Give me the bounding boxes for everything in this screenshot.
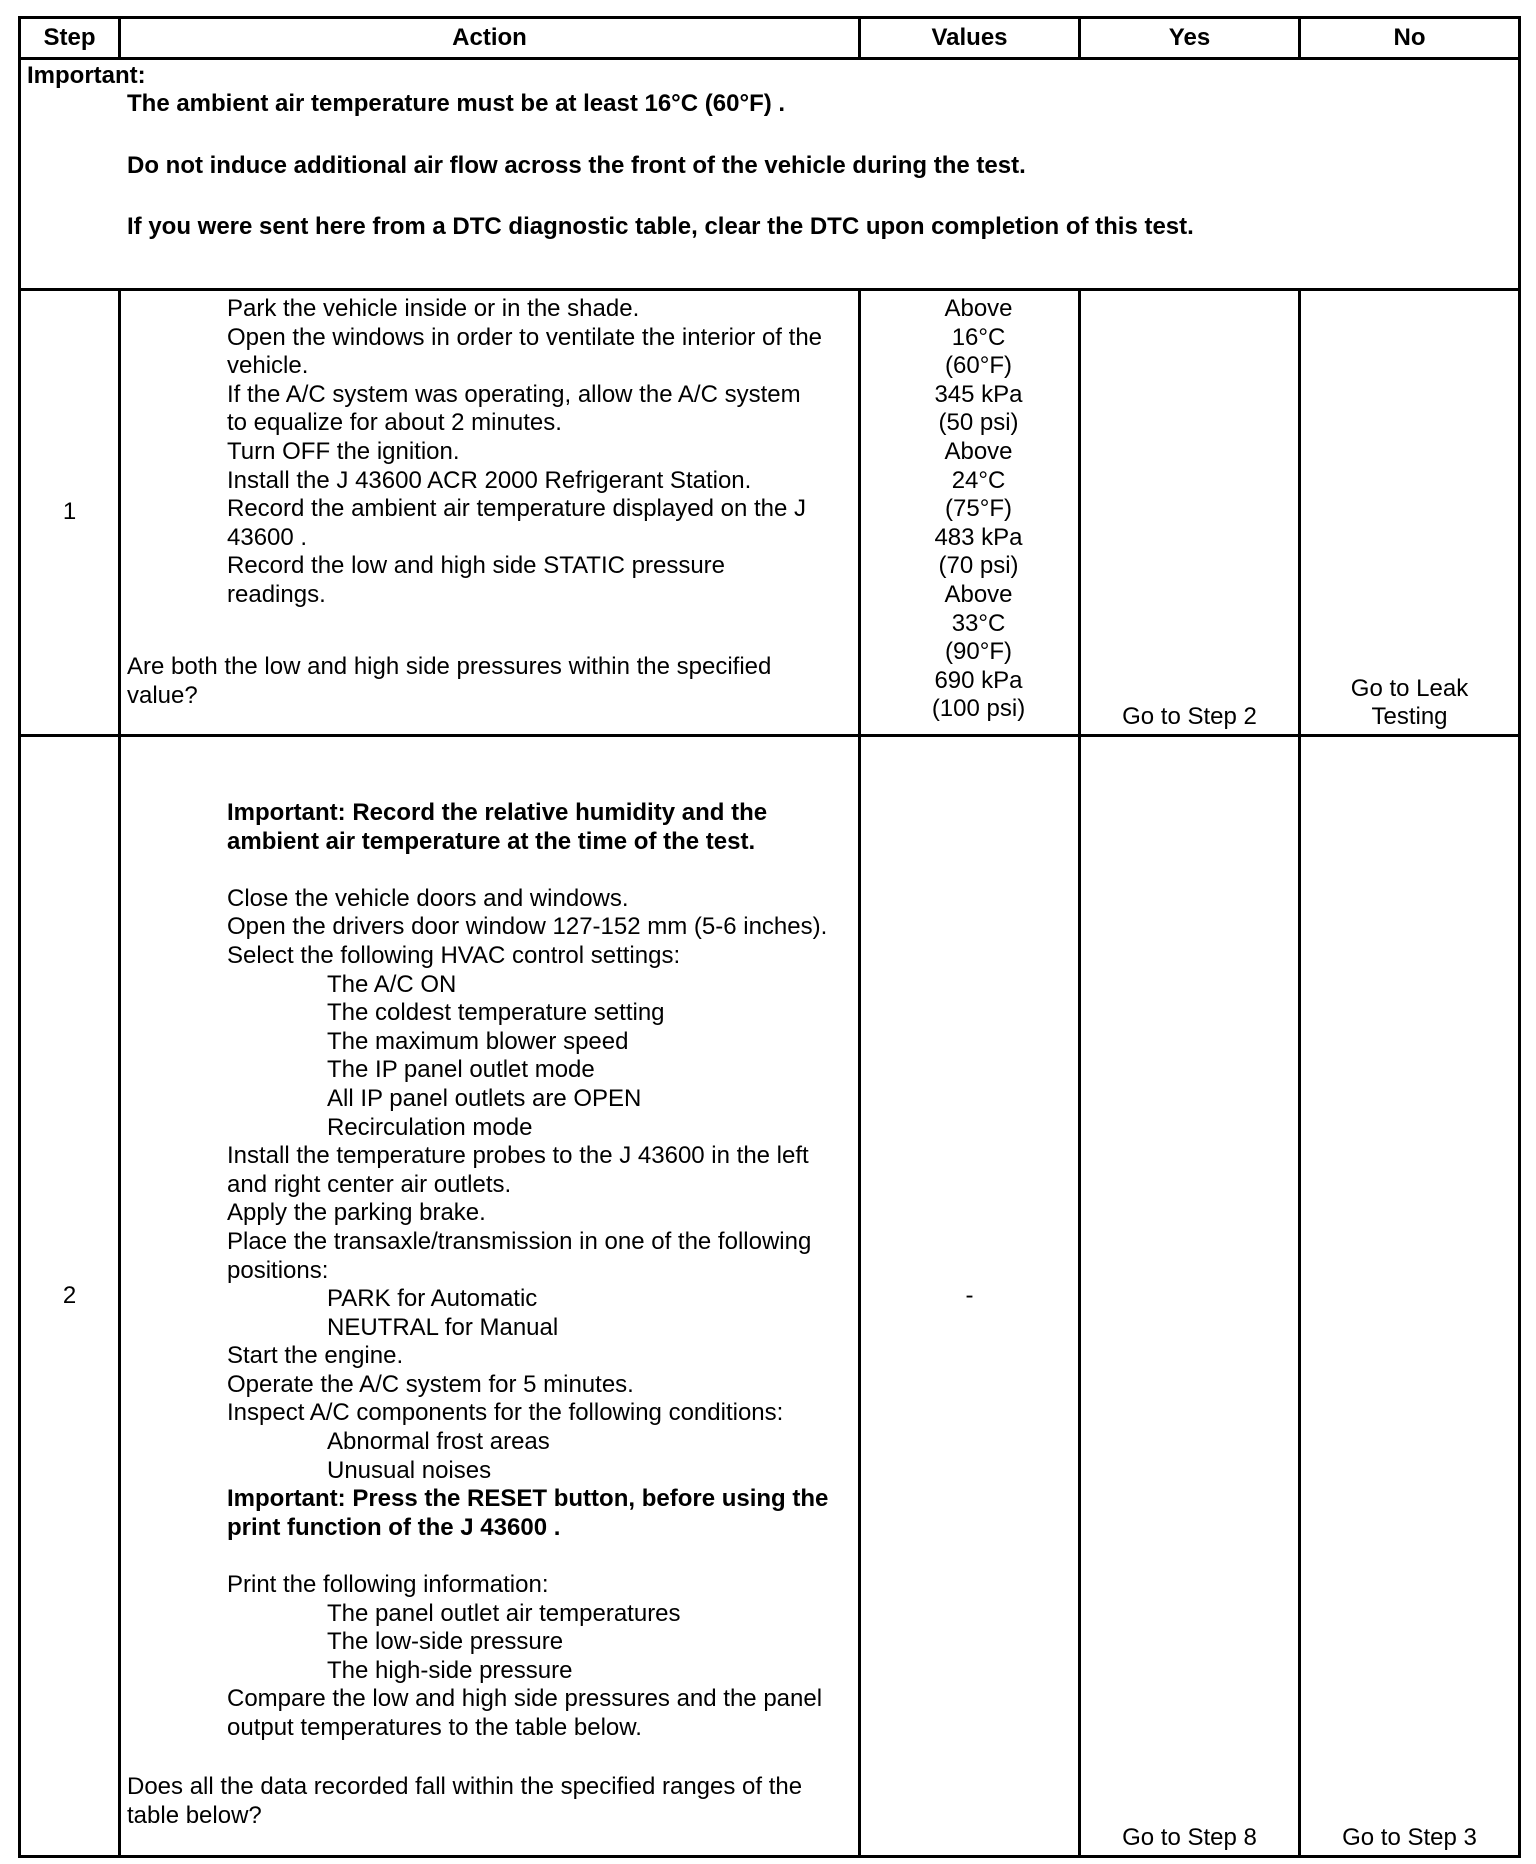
step-2-no-link[interactable]: Go to Step 3: [1342, 1824, 1477, 1852]
important-line: Important: Press the RESET button, before using the: [227, 1485, 829, 1513]
value-line: (50 psi): [938, 409, 1019, 437]
value-line: (60°F): [945, 352, 1012, 380]
list-item: The IP panel outlet mode: [327, 1056, 595, 1084]
important-row: [20, 59, 1520, 290]
step-1-no: [1300, 290, 1520, 736]
step-1-yes-link[interactable]: Go to Step 2: [1122, 703, 1257, 731]
instruction-line: Print the following information:: [227, 1571, 549, 1599]
instruction-line: vehicle.: [227, 352, 309, 380]
value-line: 16°C: [951, 323, 1006, 351]
important-line: print function of the J 43600 .: [227, 1513, 561, 1541]
header-values: Values: [860, 18, 1080, 59]
value-line: 345 kPa: [934, 380, 1023, 408]
instruction-line: output temperatures to the table below.: [227, 1714, 642, 1741]
instruction-line: to equalize for about 2 minutes.: [227, 409, 562, 437]
instruction-line: readings.: [227, 580, 326, 608]
instruction-line: Select the following HVAC control settings:: [227, 941, 681, 969]
step-2-instructions: [127, 741, 854, 1743]
list-item: PARK for Automatic: [327, 1285, 538, 1313]
value-line: Above: [944, 295, 1013, 322]
value-line: 24°C: [951, 466, 1006, 494]
hvac-settings-list: [227, 971, 854, 1143]
important-label: Important:: [27, 62, 146, 89]
no-line: Go to Leak: [1350, 674, 1469, 702]
print-items-list: [227, 1600, 854, 1686]
step-2-action: [120, 736, 860, 1857]
header-step: Step: [20, 18, 120, 59]
list-item: All IP panel outlets are OPEN: [327, 1084, 642, 1112]
instruction-line: Operate the A/C system for 5 minutes.: [227, 1370, 634, 1398]
question-line: Are both the low and high side pressures within the specified: [127, 653, 772, 680]
instruction-line: and right center air outlets.: [227, 1170, 512, 1198]
instruction-line: Install the temperature probes to the J 43600 in the left: [227, 1142, 809, 1170]
list-item: The coldest temperature setting: [327, 999, 665, 1027]
instruction-line: Record the ambient air temperature displayed on the J: [227, 495, 806, 523]
step-2-yes-link[interactable]: Go to Step 8: [1122, 1824, 1257, 1852]
value-line: 33°C: [951, 609, 1006, 637]
important-line: The ambient air temperature must be at least 16°C (60°F) .: [127, 90, 786, 117]
instruction-line: Install the J 43600 ACR 2000 Refrigerant Station.: [227, 466, 752, 494]
list-item: NEUTRAL for Manual: [327, 1313, 559, 1341]
important-line: Do not induce additional air flow across the front of the vehicle during the test.: [127, 151, 1026, 179]
list-item: The A/C ON: [327, 970, 457, 998]
step-2-row: [20, 736, 1520, 1857]
instruction-line: positions:: [227, 1256, 329, 1284]
instruction-line: Park the vehicle inside or in the shade.: [227, 295, 640, 322]
value-line: (70 psi): [938, 552, 1019, 580]
step-1-yes: [1080, 290, 1300, 736]
step-1-number: 1: [20, 290, 120, 736]
step-2-question: [127, 1773, 802, 1830]
list-item: The panel outlet air temperatures: [327, 1599, 681, 1627]
header-action: Action: [120, 18, 860, 59]
value-line: (100 psi): [931, 695, 1026, 723]
important-note: [20, 59, 1520, 290]
step-2-yes: [1080, 736, 1300, 1857]
step-2-no: [1300, 736, 1520, 1857]
no-line: Testing: [1371, 703, 1448, 731]
step-1-instructions: [127, 295, 854, 610]
instruction-line: Place the transaxle/transmission in one of the following: [227, 1227, 812, 1255]
list-item: Abnormal frost areas: [327, 1428, 550, 1456]
list-item: Unusual noises: [327, 1456, 492, 1484]
instruction-line: Apply the parking brake.: [227, 1199, 486, 1227]
instruction-line: Record the low and high side STATIC pressure: [227, 552, 726, 580]
conditions-list: [227, 1428, 854, 1485]
header-no: No: [1300, 18, 1520, 59]
instruction-line: If the A/C system was operating, allow the A/C system: [227, 380, 801, 408]
step-1-question: [127, 653, 771, 710]
question-line: Does all the data recorded fall within the specified ranges of the: [127, 1773, 803, 1800]
instruction-line: Open the drivers door window 127-152 mm (5-6 inches).: [227, 913, 828, 941]
instruction-line: Open the windows in order to ventilate the interior of the: [227, 323, 823, 351]
important-line: ambient air temperature at the time of the test.: [227, 827, 756, 855]
step-2-values: -: [860, 736, 1080, 1857]
list-item: Recirculation mode: [327, 1113, 533, 1141]
step-1-action: [120, 290, 860, 736]
instruction-line: Start the engine.: [227, 1342, 404, 1370]
important-line: Important: Record the relative humidity and the: [227, 799, 768, 826]
list-item: The high-side pressure: [327, 1656, 573, 1684]
question-line: table below?: [127, 1801, 262, 1829]
diagnostic-table: [18, 16, 1521, 1858]
header-yes: Yes: [1080, 18, 1300, 59]
value-line: (75°F): [945, 495, 1012, 523]
value-line: 483 kPa: [934, 523, 1023, 551]
value-line: (90°F): [945, 638, 1012, 666]
important-lines: [127, 90, 1512, 242]
instruction-line: Close the vehicle doors and windows.: [227, 884, 629, 912]
instruction-line: Turn OFF the ignition.: [227, 437, 460, 465]
value-line: Above: [944, 580, 1013, 608]
instruction-line: 43600 .: [227, 523, 308, 551]
positions-list: [227, 1285, 854, 1342]
question-line: value?: [127, 681, 198, 709]
list-item: The maximum blower speed: [327, 1027, 629, 1055]
value-line: 690 kPa: [934, 666, 1023, 694]
step-1-row: [20, 290, 1520, 736]
list-item: The low-side pressure: [327, 1628, 564, 1656]
step-1-no-link[interactable]: [1301, 675, 1518, 732]
instruction-line: Inspect A/C components for the following conditions:: [227, 1399, 784, 1427]
step-1-values: [860, 290, 1080, 736]
step-2-number: 2: [20, 736, 120, 1857]
header-row: [20, 18, 1520, 59]
important-line: If you were sent here from a DTC diagnostic table, clear the DTC upon completion of this test.: [127, 213, 1194, 241]
instruction-line: Compare the low and high side pressures and the panel: [227, 1685, 823, 1713]
value-line: Above: [944, 437, 1013, 465]
